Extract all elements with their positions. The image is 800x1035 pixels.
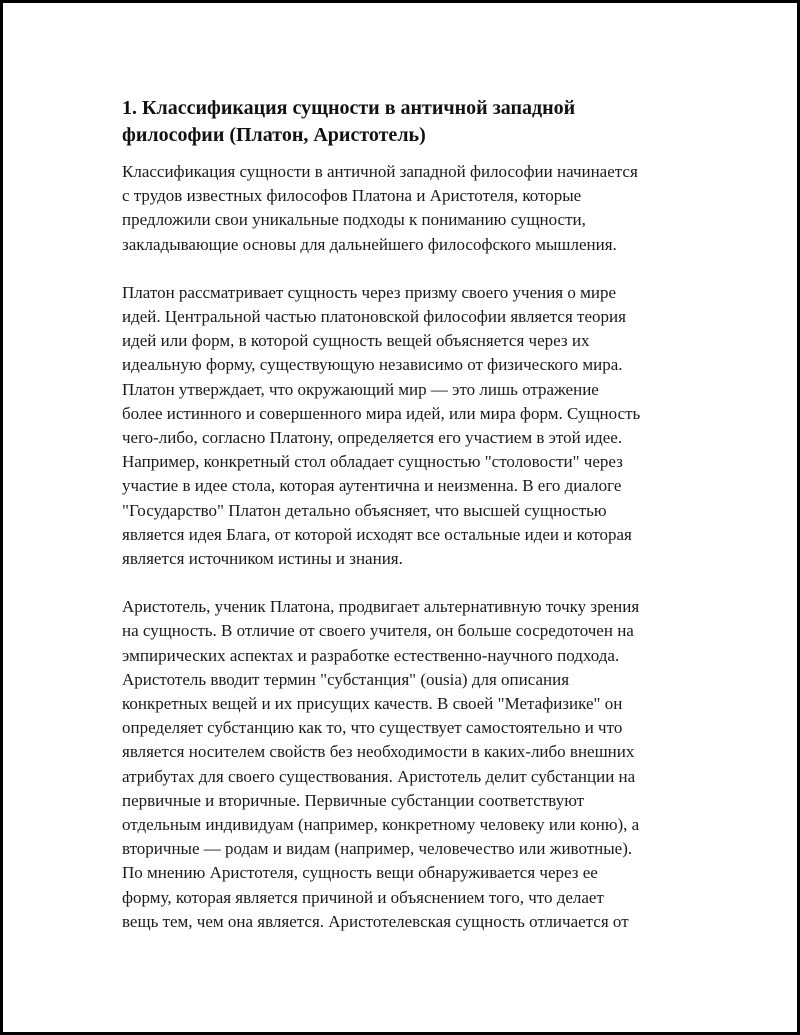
text-line: идеальную форму, существующую независимо от физического мира. xyxy=(122,355,623,375)
text-line: более истинного и совершенного мира идей, или мира форм. Сущность xyxy=(122,403,641,423)
text-line: является источником истины и знания. xyxy=(122,549,403,569)
text-line: идей или форм, в которой сущность вещей объясняется через их xyxy=(122,331,590,351)
text-line: По мнению Аристотеля, сущность вещи обнаруживается через ее xyxy=(122,863,598,883)
document-content xyxy=(122,95,692,934)
text-line: первичные и вторичные. Первичные субстанции соответствуют xyxy=(122,790,585,810)
text-line: Аристотель, ученик Платона, продвигает альтернативную точку зрения xyxy=(122,597,640,617)
text-line: идей. Центральной частью платоновской философии является теория xyxy=(122,307,626,327)
text-line: является идея Блага, от которой исходят все остальные идеи и которая xyxy=(122,524,632,544)
text-line: отдельным индивидуам (например, конкретному человеку или коню), а xyxy=(122,815,640,835)
text-line: Платон утверждает, что окружающий мир — это лишь отражение xyxy=(122,379,599,399)
section-heading xyxy=(122,95,692,149)
text-line: "Государство" Платон детально объясняет, что высшей сущностью xyxy=(122,500,607,520)
heading-line: философии (Платон, Аристотель) xyxy=(122,124,426,146)
paragraph-plato xyxy=(122,281,692,571)
heading-line: 1. Классификация сущности в античной западной xyxy=(122,97,576,119)
text-line: атрибутах для своего существования. Аристотель делит субстанции на xyxy=(122,766,636,786)
text-line: вещь тем, чем она является. Аристотелевская сущность отличается от xyxy=(122,911,629,931)
text-line: форму, которая является причиной и объяснением того, что делает xyxy=(122,887,604,907)
text-line: на сущность. В отличие от своего учителя, он больше сосредоточен на xyxy=(122,621,634,641)
text-line: с трудов известных философов Платона и Аристотеля, которые xyxy=(122,186,582,206)
text-line: эмпирических аспектах и разработке естественно-научного подхода. xyxy=(122,645,620,665)
text-line: Классификация сущности в античной западной философии начинается xyxy=(122,162,638,181)
text-line: участие в идее стола, которая аутентична и неизменна. В его диалоге xyxy=(122,476,622,496)
paragraph-aristotle xyxy=(122,595,692,934)
text-line: является носителем свойств без необходимости в каких-либо внешних xyxy=(122,742,635,762)
paragraph-intro xyxy=(122,160,692,257)
text-line: предложили свои уникальные подходы к пониманию сущности, xyxy=(122,210,586,230)
text-line: Платон рассматривает сущность через призму своего учения о мире xyxy=(122,282,617,302)
text-line: конкретных вещей и их присущих качеств. В своей "Метафизике" он xyxy=(122,694,623,714)
text-line: Аристотель вводит термин "субстанция" (ousia) для описания xyxy=(122,669,570,689)
text-line: Например, конкретный стол обладает сущностью "столовости" через xyxy=(122,452,623,472)
text-line: закладывающие основы для дальнейшего философского мышления. xyxy=(122,234,617,254)
text-line: определяет субстанцию как то, что существует самостоятельно и что xyxy=(122,718,623,738)
text-line: вторичные — родам и видам (например, человечество или животные). xyxy=(122,839,633,859)
text-line: чего-либо, согласно Платону, определяется его участием в этой идее. xyxy=(122,428,623,448)
